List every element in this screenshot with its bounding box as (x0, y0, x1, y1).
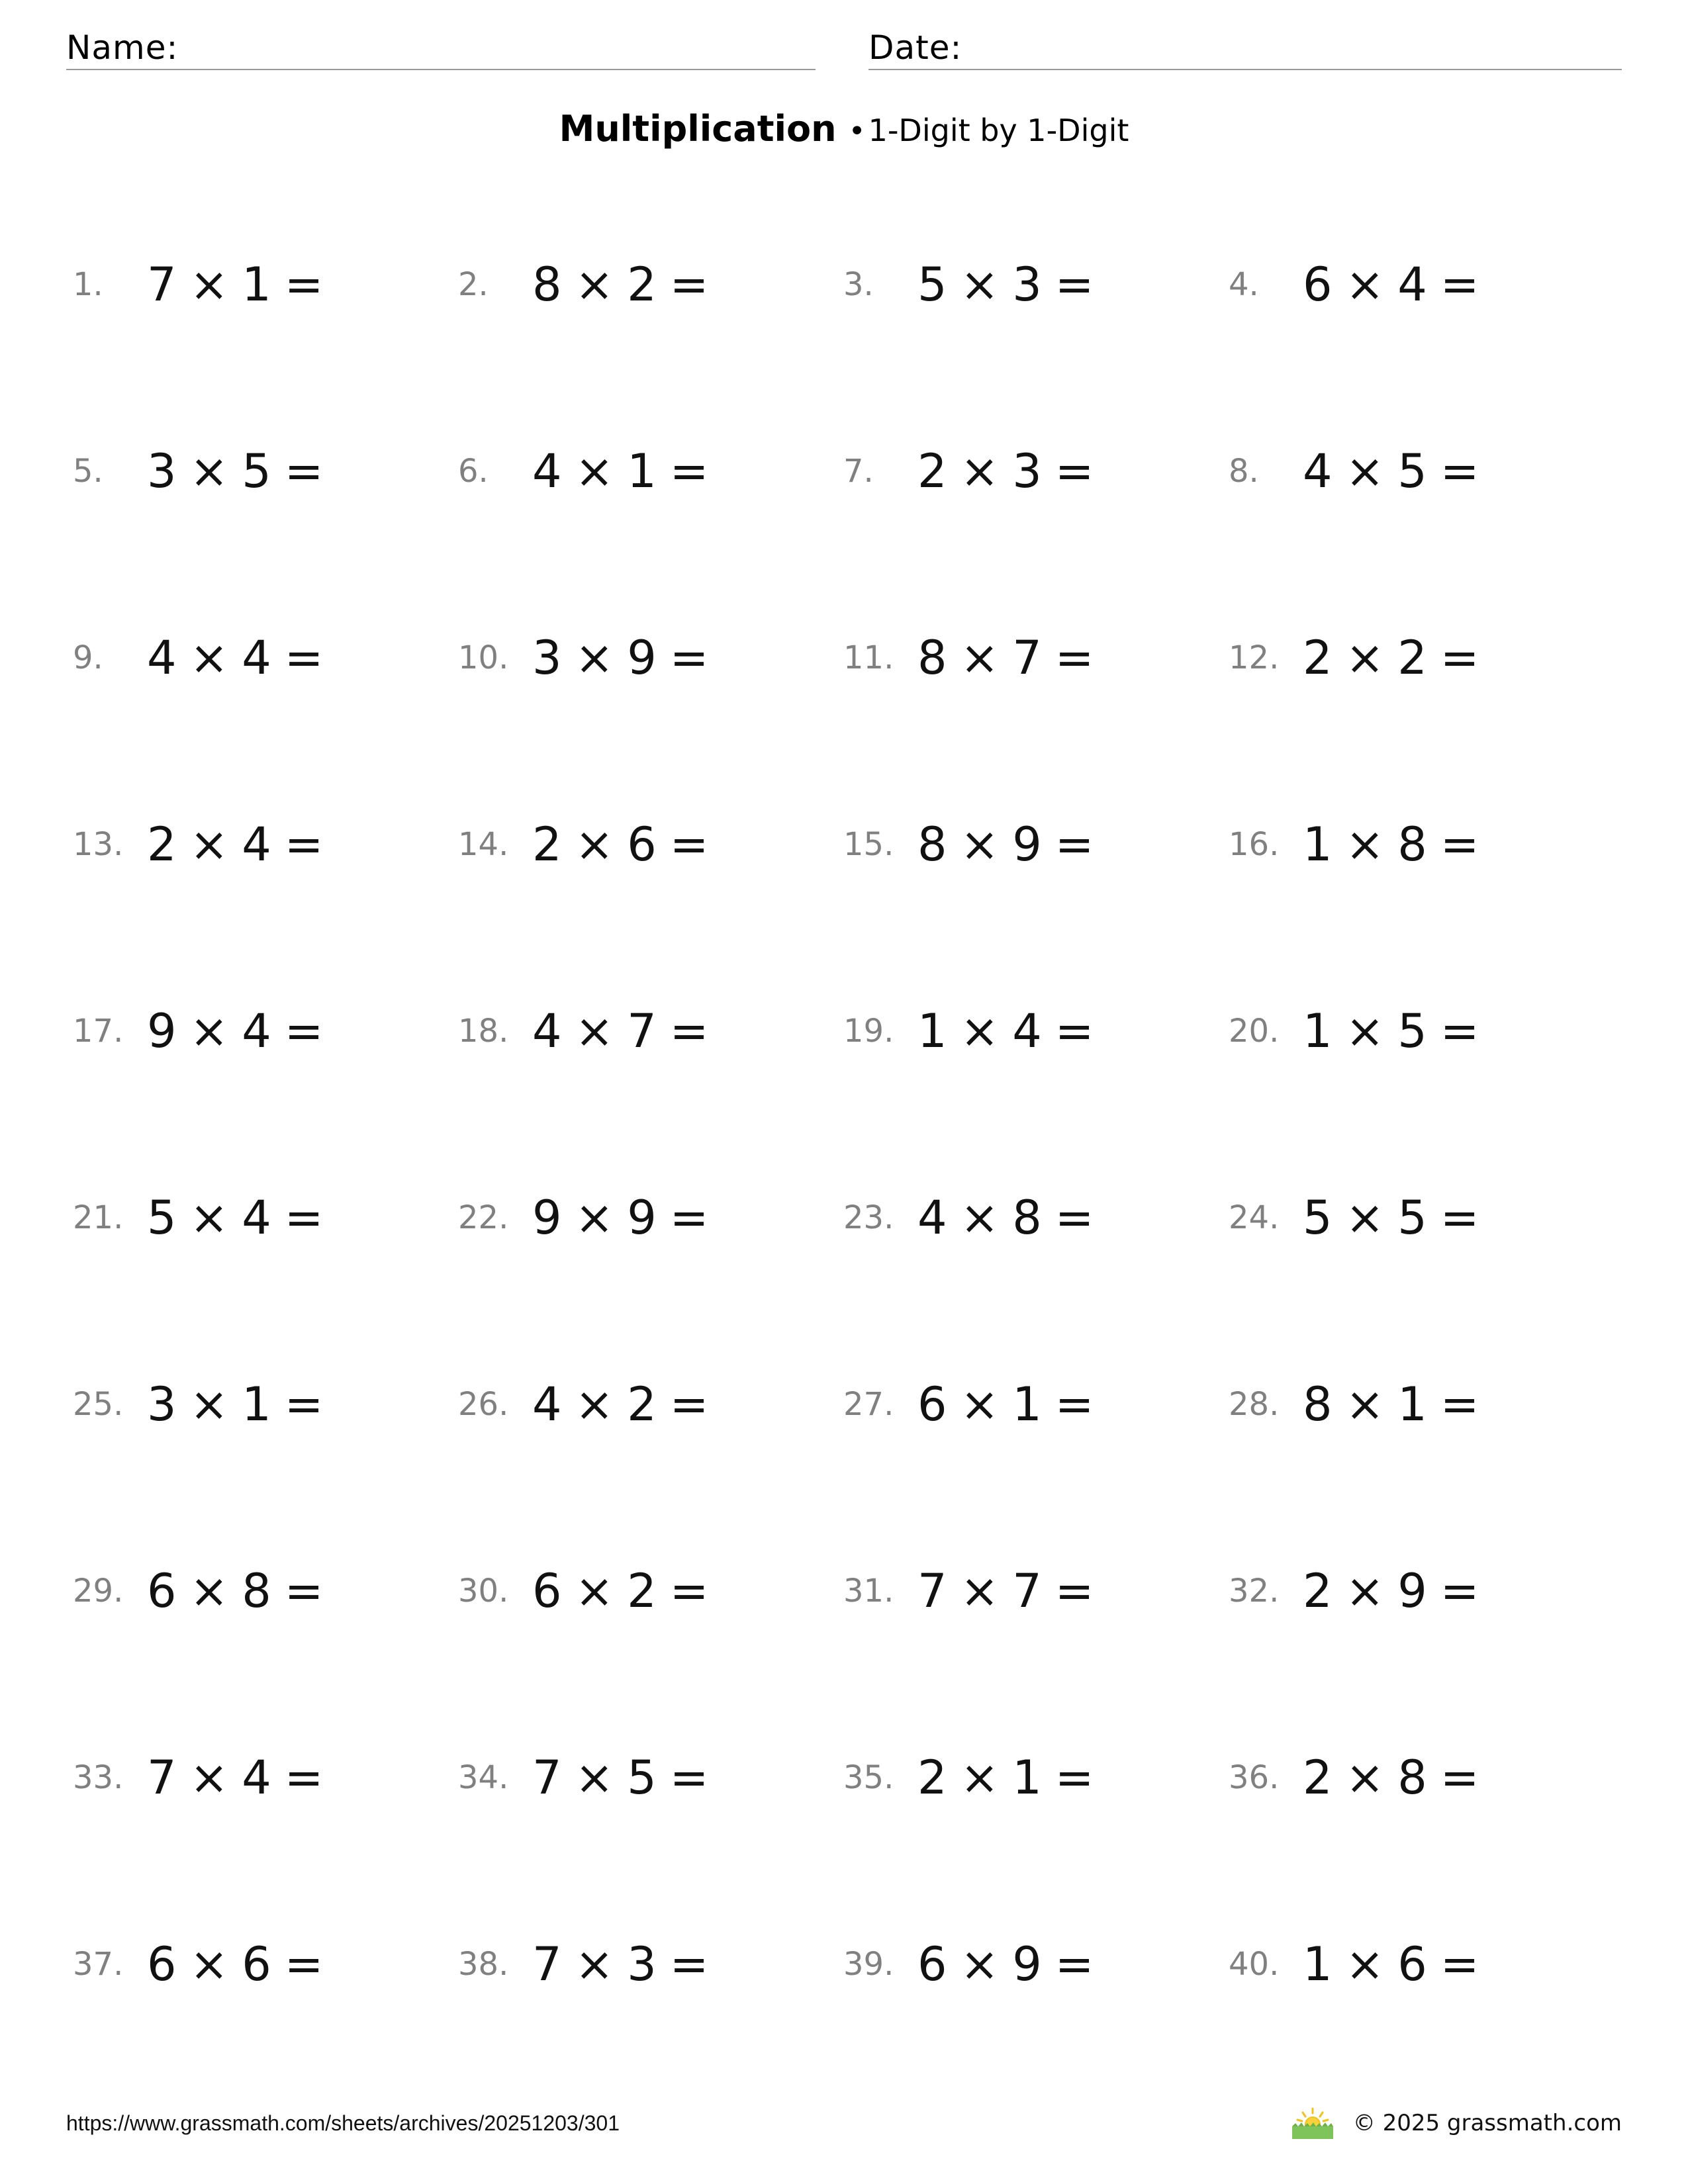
problem-item (843, 1178, 1214, 1257)
problem-number: 10. (458, 639, 509, 676)
equals-sign: = (284, 1751, 325, 1805)
problem-expression (1303, 618, 1480, 698)
operand-b: 7 (1012, 631, 1043, 685)
multiply-sign: × (960, 817, 1001, 872)
operand-b: 8 (1012, 1191, 1043, 1245)
problem-number: 20. (1229, 1013, 1280, 1050)
operand-a: 1 (1303, 1004, 1334, 1058)
problem-expression (532, 1925, 710, 2004)
operand-b: 2 (627, 1377, 658, 1432)
operand-a: 5 (917, 257, 949, 312)
multiply-sign: × (1345, 257, 1386, 312)
problem-item (843, 618, 1214, 698)
problem-expression (917, 1365, 1095, 1444)
operand-a: 6 (532, 1564, 563, 1618)
equals-sign: = (1440, 1004, 1481, 1058)
operand-a: 6 (917, 1937, 949, 1991)
operand-a: 2 (147, 817, 178, 872)
operand-b: 1 (242, 257, 273, 312)
name-field[interactable] (66, 26, 816, 70)
problem-number: 27. (843, 1386, 894, 1423)
problem-number: 30. (458, 1572, 509, 1610)
problem-item (73, 1925, 444, 2004)
multiply-sign: × (575, 1377, 616, 1432)
multiply-sign: × (189, 1937, 230, 1991)
problem-item (73, 805, 444, 884)
problem-item (843, 991, 1214, 1071)
problem-number: 15. (843, 826, 894, 863)
problem-item (458, 618, 829, 698)
problem-expression (147, 1925, 324, 2004)
operand-b: 5 (1397, 444, 1429, 498)
operand-a: 1 (1303, 817, 1334, 872)
operand-b: 6 (242, 1937, 273, 1991)
multiply-sign: × (575, 1564, 616, 1618)
multiply-sign: × (960, 1564, 1001, 1618)
title-separator: • (848, 114, 866, 148)
problem-item (458, 1365, 829, 1444)
operand-b: 5 (1397, 1004, 1429, 1058)
problem-expression (1303, 991, 1480, 1071)
operand-b: 4 (242, 1004, 273, 1058)
problem-number: 5. (73, 453, 103, 490)
equals-sign: = (669, 1937, 710, 1991)
operand-a: 2 (1303, 631, 1334, 685)
problem-item (843, 805, 1214, 884)
problem-expression (532, 1178, 710, 1257)
operand-b: 3 (1012, 444, 1043, 498)
problem-number: 21. (73, 1199, 124, 1236)
operand-b: 4 (242, 1191, 273, 1245)
worksheet-header (66, 26, 1622, 70)
problem-item (1229, 1365, 1599, 1444)
equals-sign: = (1055, 1191, 1096, 1245)
operand-b: 9 (627, 631, 658, 685)
multiply-sign: × (189, 257, 230, 312)
equals-sign: = (1440, 1564, 1481, 1618)
date-label: Date: (868, 28, 962, 67)
equals-sign: = (284, 1191, 325, 1245)
equals-sign: = (1055, 1004, 1096, 1058)
problem-number: 6. (458, 453, 489, 490)
problem-item (73, 1365, 444, 1444)
operand-a: 4 (147, 631, 178, 685)
problem-expression (917, 245, 1095, 324)
operand-a: 6 (917, 1377, 949, 1432)
equals-sign: = (284, 631, 325, 685)
problem-item (73, 245, 444, 324)
problem-expression (532, 245, 710, 324)
operand-a: 6 (147, 1564, 178, 1618)
equals-sign: = (284, 257, 325, 312)
problem-number: 26. (458, 1386, 509, 1423)
equals-sign: = (669, 631, 710, 685)
operand-b: 5 (1397, 1191, 1429, 1245)
operand-a: 6 (1303, 257, 1334, 312)
problem-number: 29. (73, 1572, 124, 1610)
problem-number: 3. (843, 266, 874, 303)
equals-sign: = (284, 1377, 325, 1432)
operand-b: 1 (627, 444, 658, 498)
problem-number: 22. (458, 1199, 509, 1236)
problem-number: 7. (843, 453, 874, 490)
problem-expression (1303, 1365, 1480, 1444)
operand-a: 1 (917, 1004, 949, 1058)
problem-number: 38. (458, 1946, 509, 1983)
title-main: Multiplication (559, 108, 837, 150)
multiply-sign: × (960, 444, 1001, 498)
operand-b: 6 (1397, 1937, 1429, 1991)
problem-number: 33. (73, 1759, 124, 1796)
operand-a: 7 (147, 257, 178, 312)
operand-a: 6 (147, 1937, 178, 1991)
problem-item (1229, 1178, 1599, 1257)
multiply-sign: × (575, 631, 616, 685)
operand-b: 6 (627, 817, 658, 872)
operand-b: 1 (1397, 1377, 1429, 1432)
problem-number: 34. (458, 1759, 509, 1796)
problem-number: 32. (1229, 1572, 1280, 1610)
multiply-sign: × (189, 1564, 230, 1618)
problem-item (73, 1178, 444, 1257)
multiply-sign: × (960, 1751, 1001, 1805)
problem-item (458, 1738, 829, 1817)
equals-sign: = (669, 1191, 710, 1245)
operand-a: 8 (917, 817, 949, 872)
multiply-sign: × (575, 1937, 616, 1991)
operand-a: 4 (532, 1377, 563, 1432)
operand-b: 9 (1012, 1937, 1043, 1991)
problem-expression (1303, 1551, 1480, 1631)
problem-item (843, 245, 1214, 324)
equals-sign: = (669, 1377, 710, 1432)
operand-a: 4 (532, 444, 563, 498)
multiply-sign: × (575, 257, 616, 312)
problem-number: 19. (843, 1013, 894, 1050)
problem-number: 11. (843, 639, 894, 676)
operand-b: 7 (1012, 1564, 1043, 1618)
problem-item (458, 432, 829, 511)
problem-expression (147, 618, 324, 698)
operand-a: 9 (147, 1004, 178, 1058)
equals-sign: = (1440, 817, 1481, 872)
operand-b: 1 (242, 1377, 273, 1432)
problem-item (1229, 245, 1599, 324)
equals-sign: = (284, 1937, 325, 1991)
equals-sign: = (1440, 1937, 1481, 1991)
operand-a: 3 (147, 1377, 178, 1432)
operand-a: 9 (532, 1191, 563, 1245)
operand-a: 5 (1303, 1191, 1334, 1245)
multiply-sign: × (575, 1751, 616, 1805)
operand-b: 3 (627, 1937, 658, 1991)
copyright-text: © 2025 grassmath.com (1352, 2110, 1622, 2136)
multiply-sign: × (1345, 1564, 1386, 1618)
sun-over-grass-icon (1289, 2107, 1336, 2139)
problem-expression (917, 432, 1095, 511)
problem-item (1229, 805, 1599, 884)
problem-number: 8. (1229, 453, 1259, 490)
operand-a: 2 (917, 444, 949, 498)
problem-number: 9. (73, 639, 103, 676)
equals-sign: = (1440, 444, 1481, 498)
operand-a: 2 (917, 1751, 949, 1805)
operand-b: 9 (627, 1191, 658, 1245)
multiply-sign: × (1345, 817, 1386, 872)
problem-item (73, 1738, 444, 1817)
problem-expression (1303, 1738, 1480, 1817)
multiply-sign: × (960, 1937, 1001, 1991)
multiply-sign: × (189, 444, 230, 498)
operand-b: 8 (1397, 1751, 1429, 1805)
multiply-sign: × (1345, 1191, 1386, 1245)
equals-sign: = (1055, 257, 1096, 312)
problem-item (458, 1925, 829, 2004)
equals-sign: = (284, 1564, 325, 1618)
multiply-sign: × (960, 257, 1001, 312)
operand-b: 4 (242, 1751, 273, 1805)
multiply-sign: × (575, 444, 616, 498)
operand-b: 5 (242, 444, 273, 498)
multiply-sign: × (1345, 1937, 1386, 1991)
equals-sign: = (1055, 817, 1096, 872)
problem-number: 13. (73, 826, 124, 863)
multiply-sign: × (189, 1751, 230, 1805)
problem-number: 25. (73, 1386, 124, 1423)
problem-expression (532, 618, 710, 698)
multiply-sign: × (189, 1004, 230, 1058)
multiply-sign: × (1345, 631, 1386, 685)
problem-item (843, 432, 1214, 511)
equals-sign: = (1055, 1751, 1096, 1805)
operand-a: 2 (1303, 1564, 1334, 1618)
operand-b: 7 (627, 1004, 658, 1058)
problem-expression (917, 1925, 1095, 2004)
operand-a: 3 (532, 631, 563, 685)
problem-item (1229, 1738, 1599, 1817)
problem-item (1229, 1551, 1599, 1631)
problem-item (458, 805, 829, 884)
problem-item (843, 1738, 1214, 1817)
operand-b: 2 (627, 257, 658, 312)
title-subtitle: 1-Digit by 1-Digit (868, 113, 1129, 148)
problem-expression (147, 1365, 324, 1444)
problem-expression (147, 991, 324, 1071)
problem-expression (532, 991, 710, 1071)
multiply-sign: × (1345, 444, 1386, 498)
problem-expression (532, 432, 710, 511)
multiply-sign: × (960, 631, 1001, 685)
problem-expression (147, 805, 324, 884)
operand-a: 8 (532, 257, 563, 312)
problem-number: 12. (1229, 639, 1280, 676)
operand-a: 7 (532, 1751, 563, 1805)
problem-expression (147, 1551, 324, 1631)
equals-sign: = (1440, 1191, 1481, 1245)
operand-b: 4 (1012, 1004, 1043, 1058)
worksheet-title (0, 106, 1688, 155)
operand-b: 5 (627, 1751, 658, 1805)
multiply-sign: × (575, 1004, 616, 1058)
name-label: Name: (66, 28, 179, 67)
equals-sign: = (1055, 1564, 1096, 1618)
problem-expression (532, 805, 710, 884)
problem-number: 18. (458, 1013, 509, 1050)
operand-a: 2 (1303, 1751, 1334, 1805)
multiply-sign: × (575, 1191, 616, 1245)
problem-number: 1. (73, 266, 103, 303)
problem-expression (1303, 1178, 1480, 1257)
equals-sign: = (669, 1751, 710, 1805)
operand-a: 7 (147, 1751, 178, 1805)
equals-sign: = (669, 817, 710, 872)
problem-expression (917, 1178, 1095, 1257)
equals-sign: = (1440, 1377, 1481, 1432)
problem-number: 39. (843, 1946, 894, 1983)
problem-item (458, 245, 829, 324)
problem-expression (1303, 432, 1480, 511)
operand-a: 7 (917, 1564, 949, 1618)
operand-b: 9 (1397, 1564, 1429, 1618)
problem-expression (147, 245, 324, 324)
multiply-sign: × (189, 1191, 230, 1245)
problem-item (73, 432, 444, 511)
problem-item (458, 991, 829, 1071)
problem-expression (532, 1738, 710, 1817)
multiply-sign: × (960, 1004, 1001, 1058)
problem-number: 31. (843, 1572, 894, 1610)
equals-sign: = (284, 1004, 325, 1058)
problem-expression (147, 1178, 324, 1257)
operand-a: 5 (147, 1191, 178, 1245)
equals-sign: = (669, 1564, 710, 1618)
problem-number: 28. (1229, 1386, 1280, 1423)
multiply-sign: × (575, 817, 616, 872)
equals-sign: = (1055, 1377, 1096, 1432)
problem-number: 4. (1229, 266, 1259, 303)
problem-expression (1303, 805, 1480, 884)
footer-url: https://www.grassmath.com/sheets/archives/20251203/301 (66, 2111, 620, 2135)
problem-expression (917, 618, 1095, 698)
equals-sign: = (1440, 257, 1481, 312)
operand-a: 4 (917, 1191, 949, 1245)
operand-a: 8 (917, 631, 949, 685)
equals-sign: = (669, 1004, 710, 1058)
problem-number: 14. (458, 826, 509, 863)
problem-number: 35. (843, 1759, 894, 1796)
problem-number: 36. (1229, 1759, 1280, 1796)
problem-number: 40. (1229, 1946, 1280, 1983)
operand-b: 2 (1397, 631, 1429, 685)
equals-sign: = (284, 444, 325, 498)
problem-number: 16. (1229, 826, 1280, 863)
operand-a: 8 (1303, 1377, 1334, 1432)
operand-b: 4 (242, 631, 273, 685)
problem-number: 17. (73, 1013, 124, 1050)
problem-item (458, 1551, 829, 1631)
problem-expression (1303, 1925, 1480, 2004)
multiply-sign: × (189, 631, 230, 685)
multiply-sign: × (1345, 1004, 1386, 1058)
problem-item (843, 1551, 1214, 1631)
problem-expression (917, 1551, 1095, 1631)
problem-expression (1303, 245, 1480, 324)
multiply-sign: × (960, 1191, 1001, 1245)
problem-number: 2. (458, 266, 489, 303)
problem-item (73, 991, 444, 1071)
operand-a: 2 (532, 817, 563, 872)
operand-b: 3 (1012, 257, 1043, 312)
operand-a: 4 (1303, 444, 1334, 498)
multiply-sign: × (189, 1377, 230, 1432)
equals-sign: = (1055, 1937, 1096, 1991)
equals-sign: = (669, 444, 710, 498)
problem-expression (147, 432, 324, 511)
problem-expression (532, 1551, 710, 1631)
problem-expression (147, 1738, 324, 1817)
operand-b: 1 (1012, 1377, 1043, 1432)
operand-b: 8 (242, 1564, 273, 1618)
equals-sign: = (1440, 1751, 1481, 1805)
operand-b: 9 (1012, 817, 1043, 872)
footer-brand (1289, 2103, 1622, 2143)
problem-number: 24. (1229, 1199, 1280, 1236)
problem-expression (532, 1365, 710, 1444)
multiply-sign: × (1345, 1751, 1386, 1805)
problem-item (843, 1925, 1214, 2004)
multiply-sign: × (960, 1377, 1001, 1432)
operand-b: 4 (1397, 257, 1429, 312)
problem-number: 23. (843, 1199, 894, 1236)
operand-a: 7 (532, 1937, 563, 1991)
equals-sign: = (1440, 631, 1481, 685)
operand-b: 8 (1397, 817, 1429, 872)
operand-b: 2 (627, 1564, 658, 1618)
problem-item (73, 618, 444, 698)
problem-item (1229, 618, 1599, 698)
equals-sign: = (1055, 631, 1096, 685)
problem-expression (917, 991, 1095, 1071)
problem-item (843, 1365, 1214, 1444)
operand-b: 1 (1012, 1751, 1043, 1805)
date-field[interactable] (868, 26, 1622, 70)
problem-number: 37. (73, 1946, 124, 1983)
operand-b: 4 (242, 817, 273, 872)
problem-item (458, 1178, 829, 1257)
operand-a: 3 (147, 444, 178, 498)
problem-item (1229, 991, 1599, 1071)
problem-expression (917, 1738, 1095, 1817)
operand-a: 4 (532, 1004, 563, 1058)
multiply-sign: × (189, 817, 230, 872)
equals-sign: = (669, 257, 710, 312)
operand-a: 1 (1303, 1937, 1334, 1991)
equals-sign: = (1055, 444, 1096, 498)
problem-item (73, 1551, 444, 1631)
multiply-sign: × (1345, 1377, 1386, 1432)
equals-sign: = (284, 817, 325, 872)
problem-item (1229, 1925, 1599, 2004)
problem-expression (917, 805, 1095, 884)
problem-item (1229, 432, 1599, 511)
